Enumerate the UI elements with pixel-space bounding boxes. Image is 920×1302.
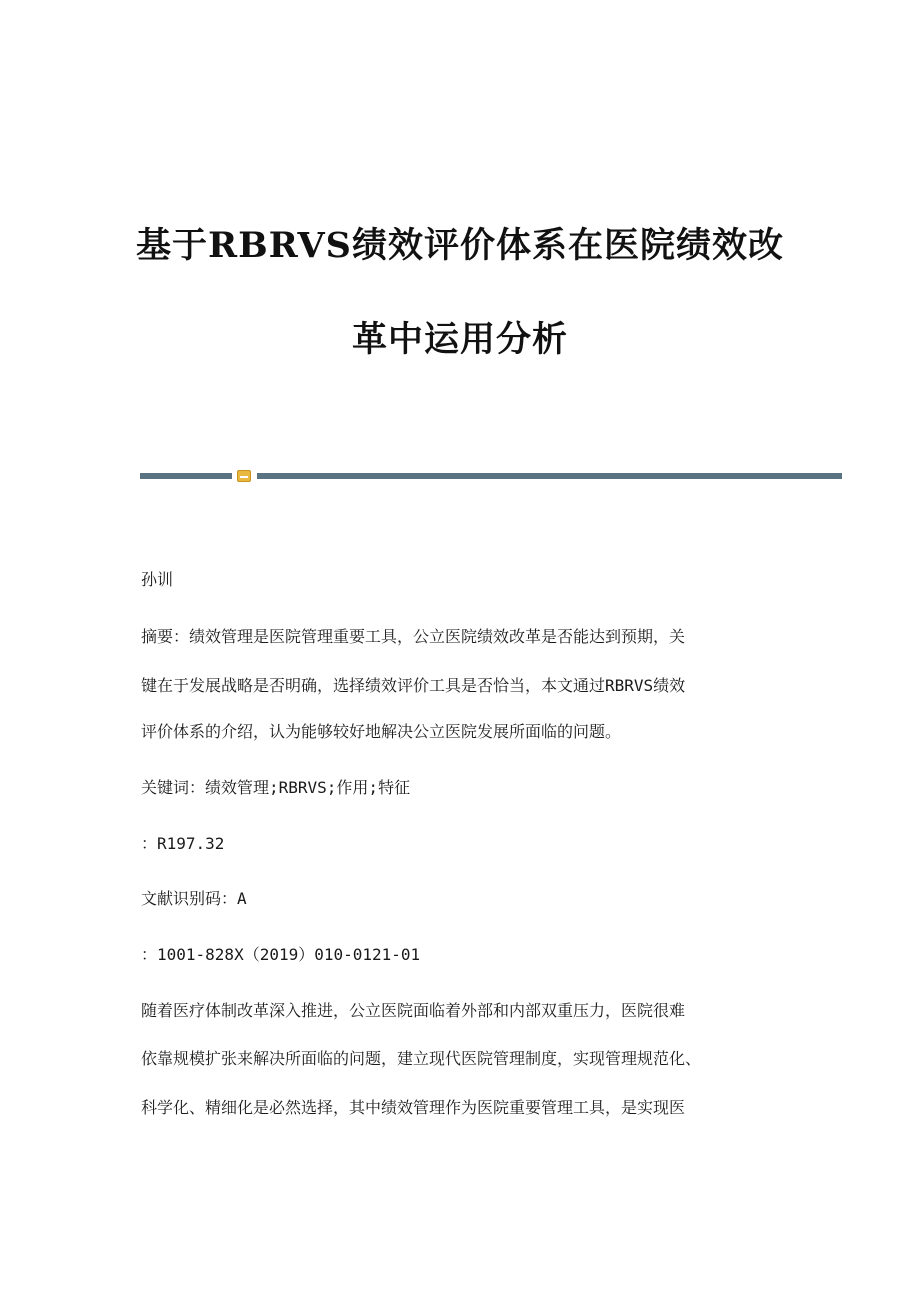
title-line-1: 基于RBRVS绩效评价体系在医院绩效改 <box>136 225 784 266</box>
divider-bar-left <box>140 473 232 479</box>
body-paragraph-line: 科学化、精细化是必然选择，其中绩效管理作为医院重要管理工具，是实现医 <box>141 1098 686 1117</box>
article-id: ：1001-828X（2019）010-0121-01 <box>141 945 421 964</box>
divider-bar-right <box>257 473 842 479</box>
author: 孙训 <box>141 570 174 589</box>
body-paragraph-line: 依靠规模扩张来解决所面临的问题，建立现代医院管理制度，实现管理规范化、 <box>141 1049 702 1068</box>
abstract-line: 评价体系的介绍，认为能够较好地解决公立医院发展所面临的问题。 <box>141 722 622 741</box>
abstract-line: 摘要：绩效管理是医院管理重要工具，公立医院绩效改革是否能达到预期，关 <box>141 627 686 646</box>
keywords: 关键词：绩效管理;RBRVS;作用;特征 <box>141 778 411 797</box>
body-paragraph-line: 随着医疗体制改革深入推进，公立医院面临着外部和内部双重压力，医院很难 <box>141 1001 686 1020</box>
envelope-icon <box>237 470 251 482</box>
title-line-2: 革中运用分析 <box>351 319 568 360</box>
title-divider <box>140 470 842 482</box>
classification-number: ：R197.32 <box>141 834 225 853</box>
document-code: 文献识别码：A <box>141 889 247 908</box>
abstract-line: 键在于发展战略是否明确，选择绩效评价工具是否恰当，本文通过RBRVS绩效 <box>141 676 686 695</box>
